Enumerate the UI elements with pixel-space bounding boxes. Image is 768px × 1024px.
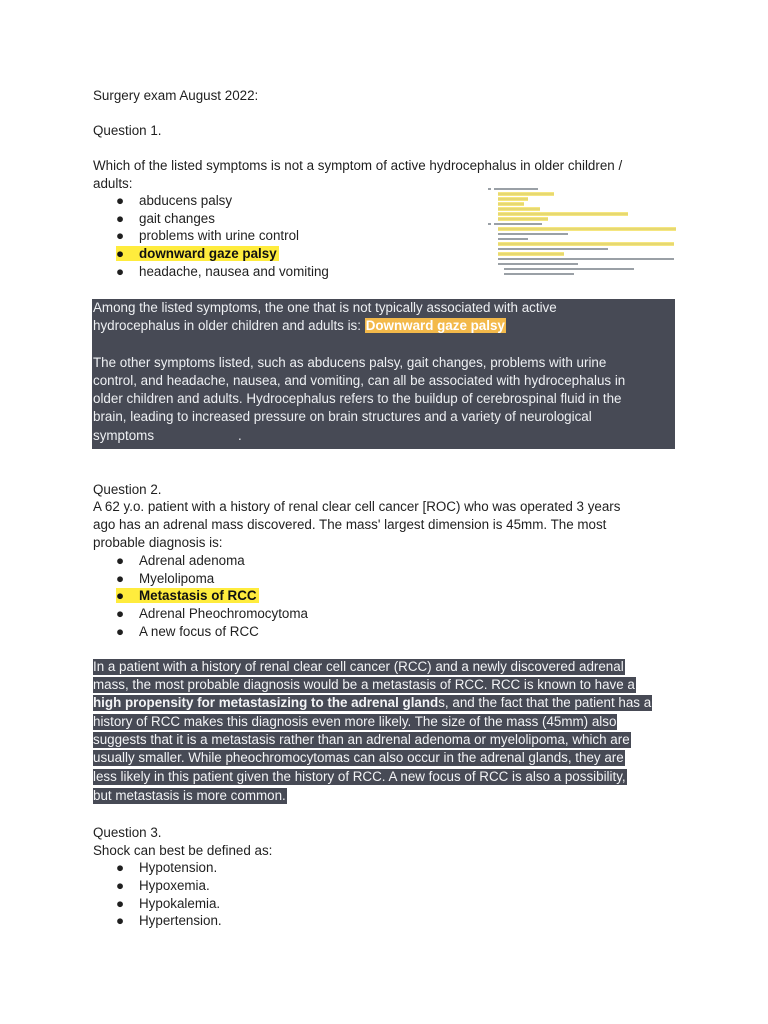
answer-2-line-8: but metastasis is more common. — [93, 788, 286, 803]
q1-option-4-correct: ● downward gaze palsy — [116, 246, 277, 261]
q2-option-1: ● Adrenal adenoma — [116, 553, 245, 568]
answer-2-bold-phrase: high propensity for metastasizing to the adrenal gland — [93, 695, 439, 710]
answer-2-line-7: less likely in this patient given the history of RCC. A new focus of RCC is also a possibility, — [93, 769, 626, 784]
answer-1-line-3: The other symptoms listed, such as abducens palsy, gait changes, problems with urine — [93, 355, 607, 370]
q3-option-1: ● Hypotension. — [116, 860, 218, 875]
question-3-text: Shock can best be defined as: — [93, 843, 273, 858]
notes-thumbnail-image — [484, 186, 678, 276]
q2-option-5: ● A new focus of RCC — [116, 624, 259, 639]
question-2-text-line-3: probable diagnosis is: — [93, 535, 223, 550]
answer-2-line-1: In a patient with a history of renal clear cell cancer (RCC) and a newly discovered adrenal — [93, 659, 624, 674]
answer-2-line-2: mass, the most probable diagnosis would be a metastasis of RCC. RCC is known to have a — [93, 677, 635, 692]
q1-option-3: ● problems with urine control — [116, 228, 300, 243]
document-title: Surgery exam August 2022: — [93, 88, 259, 103]
q2-option-2: ● Myelolipoma — [116, 571, 215, 586]
question-3-label: Question 3. — [93, 825, 162, 840]
bullet-icon: ● — [116, 606, 125, 621]
q3-option-4: ● Hypertension. — [116, 913, 222, 928]
bullet-icon: ● — [116, 246, 125, 261]
bullet-icon: ● — [116, 553, 125, 568]
q3-option-2: ● Hypoxemia. — [116, 878, 210, 893]
answer-1-line-7: symptoms . — [93, 428, 242, 443]
question-1-text-line-2: adults: — [93, 176, 133, 191]
bullet-icon: ● — [116, 228, 125, 243]
q1-option-1: ● abducens palsy — [116, 193, 233, 208]
answer-1-line-5: older children and adults. Hydrocephalus refers to the buildup of cerebrospinal fluid in the — [93, 391, 622, 406]
bullet-icon: ● — [116, 913, 125, 928]
question-1-text-line-1: Which of the listed symptoms is not a symptom of active hydrocephalus in older children / — [93, 158, 623, 173]
answer-1-line-4: control, and headache, nausea, and vomiting, can all be associated with hydrocephalus in — [93, 373, 626, 388]
answer-1-line-1: Among the listed symptoms, the one that is not typically associated with active — [93, 300, 557, 315]
answer-2-line-3: high propensity for metastasizing to the adrenal glands, and the fact that the patient has a — [93, 695, 652, 710]
answer-2-line-4: history of RCC makes this diagnosis even more likely. The size of the mass (45mm) also — [93, 714, 617, 729]
q2-option-3-correct: ● Metastasis of RCC — [116, 588, 257, 603]
bullet-icon: ● — [116, 264, 125, 279]
q2-option-4: ● Adrenal Pheochromocytoma — [116, 606, 308, 621]
bullet-icon: ● — [116, 193, 125, 208]
answer-2-line-6: usually smaller. While pheochromocytomas can also occur in the adrenal glands, they are — [93, 750, 624, 765]
answer-1-line-2: hydrocephalus in older children and adults is: Downward gaze palsy — [93, 318, 505, 333]
bullet-icon: ● — [116, 588, 125, 603]
q1-option-5: ● headache, nausea and vomiting — [116, 264, 329, 279]
question-2-label: Question 2. — [93, 482, 162, 497]
question-2-text-line-2: ago has an adrenal mass discovered. The mass' largest dimension is 45mm. The most — [93, 517, 607, 532]
bullet-icon: ● — [116, 860, 125, 875]
answer-1-line-6: brain, leading to increased pressure on brain structures and a variety of neurological — [93, 409, 592, 424]
q1-option-2: ● gait changes — [116, 211, 215, 226]
bullet-icon: ● — [116, 571, 125, 586]
question-1-label: Question 1. — [93, 123, 162, 138]
bullet-icon: ● — [116, 211, 125, 226]
bullet-icon: ● — [116, 878, 125, 893]
bullet-icon: ● — [116, 896, 125, 911]
answer-1-highlight: Downward gaze palsy — [365, 318, 505, 333]
answer-2-line-5: suggests that it is a metastasis rather than an adrenal adenoma or myelolipoma, which are — [93, 732, 630, 747]
q3-option-3: ● Hypokalemia. — [116, 896, 221, 911]
bullet-icon: ● — [116, 624, 125, 639]
question-2-text-line-1: A 62 y.o. patient with a history of renal clear cell cancer [ROC) who was operated 3 years — [93, 499, 621, 514]
